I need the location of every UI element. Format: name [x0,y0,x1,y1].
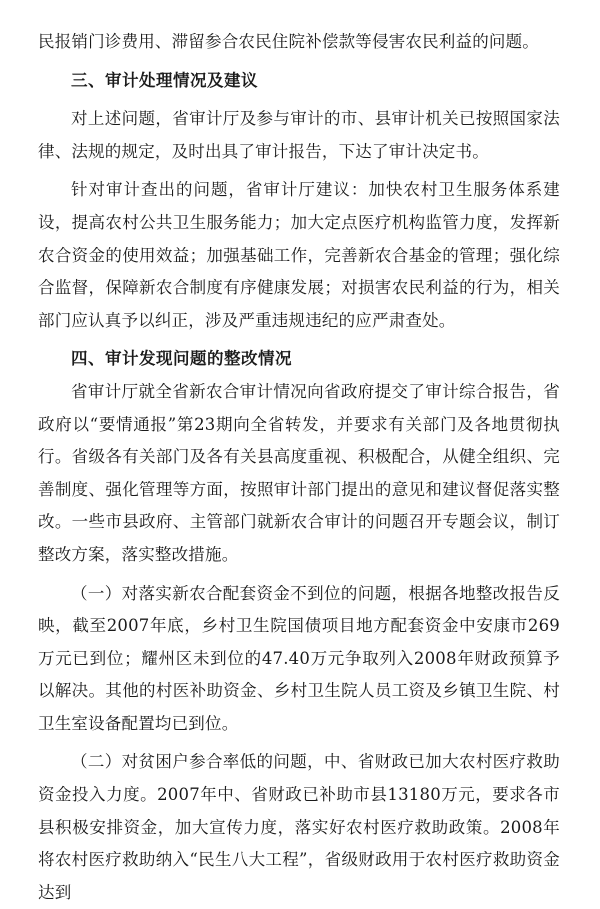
section-heading-4: 四、审计发现问题的整改情况 [71,349,292,369]
section-heading-3: 三、审计处理情况及建议 [71,70,258,90]
paragraph-recommendations: 针对审计查出的问题，省审计厅建议：加快农村卫生服务体系建设，提高农村公共卫生服务能力；加大定点医疗机构监管力度，发挥新农合资金的使用效益；加强基础工作，完善新农合基金的管理；强化综合监督，保障新农合制度有序健康发展；对损害农民利益的行为，相关部门应认真予以纠正，涉及严重违规违纪的应严肃查处。 [38,180,560,330]
paragraph-item-2: （二）对贫困户参合率低的问题，中、省财政已加大农村医疗救助资金投入力度。2007年中、省财政已补助市县13180万元，要求各市县积极安排资金，加大宣传力度，落实好农村医疗救助政策。2008年将农村医疗救助纳入“民生八大工程”，省级财政用于农村医疗救助资金达到 [38,752,560,902]
paragraph-continued: 民报销门诊费用、滞留参合农民住院补偿款等侵害农民利益的问题。 [38,32,539,51]
paragraph-rectification: 省审计厅就全省新农合审计情况向省政府提交了审计综合报告，省政府以“要情通报”第23期向全省转发，并要求有关部门及各地贯彻执行。省级各有关部门及各有关县高度重视、积极配合，从健全组织、完善制度、强化管理等方面，按照审计部门提出的意见和建议督促落实整改。一些市县政府、主管部门就新农合审计的问题召开专题会议，制订整改方案，落实整改措施。 [38,381,560,564]
paragraph-item-1: （一）对落实新农合配套资金不到位的问题，根据各地整改报告反映，截至2007年底，乡村卫生院国债项目地方配套资金中安康市269万元已到位；耀州区未到位的47.40万元争取列入2008年财政预算予以解决。其他的村医补助资金、乡村卫生院人员工资及乡镇卫生院、村卫生室设备配置均已到位。 [38,583,560,733]
paragraph-audit-reports: 对上述问题，省审计厅及参与审计的市、县审计机关已按照国家法律、法规的规定，及时出具了审计报告，下达了审计决定书。 [38,109,560,161]
